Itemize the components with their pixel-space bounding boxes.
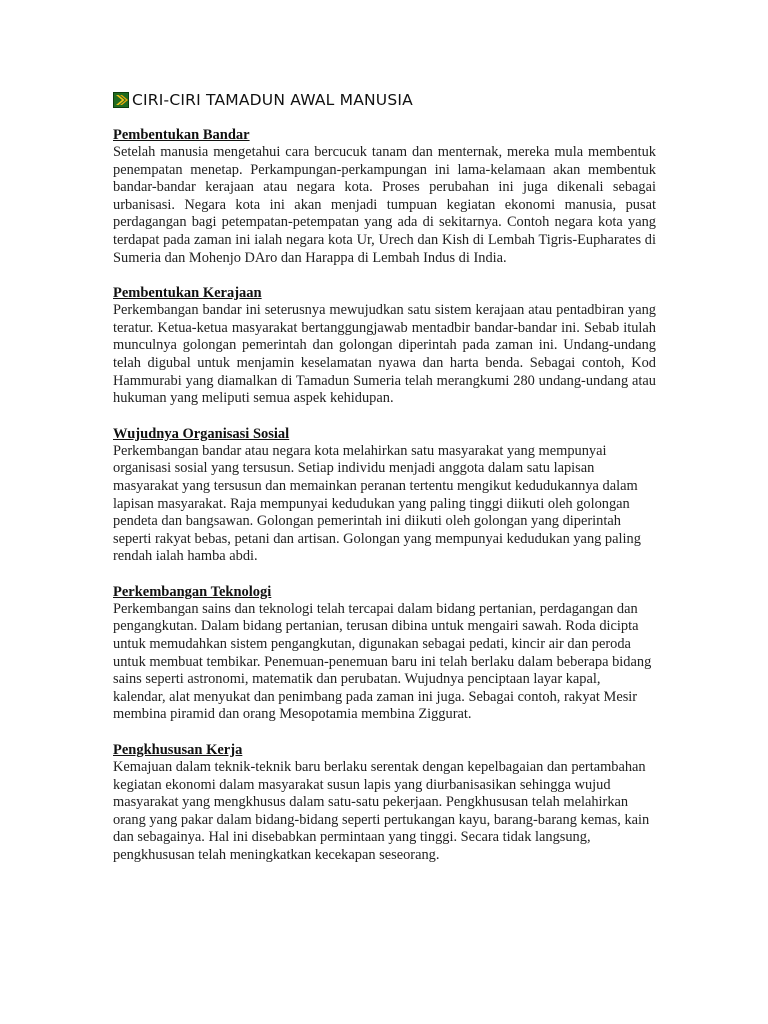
document-page — [113, 90, 656, 882]
section-paragraph: Perkembangan sains dan teknologi telah tercapai dalam bidang pertanian, perdagangan dan pengangkutan. Dalam bidang pertanian, terusan dibina untuk mengairi sawah. Roda dicipta untuk memudahkan sistem pengangkutan, digunakan sebagai pedati, kincir air dan peroda untuk membuat tembikar. Penemuan-penemuan baru ini telah berlaku dalam beberapa bidang sains seperti astronomi, matematik dan perubatan. Wujudnya penciptaan layar kapal, kalendar, alat menyukat dan penimbang pada zaman ini juga. Sebagai contoh, rakyat Mesir membina piramid dan orang Mesopotamia membina Ziggurat. — [113, 600, 652, 723]
section-pembentukan-kerajaan — [113, 284, 656, 408]
title-row — [113, 90, 656, 110]
section-paragraph: Perkembangan bandar atau negara kota melahirkan satu masyarakat yang mempunyai organisasi sosial yang tersusun. Setiap individu menjadi anggota dalam satu lapisan masyarakat yang tersusun dan memainkan peranan tertentu mengikut kedudukannya dalam lapisan masyarakat. Raja mempunyai kedudukan yang paling tinggi diikuti oleh golongan pendeta dan bangsawan. Golongan pemerintah ini diikuti oleh golongan yang diperintah seperti rakyat bebas, petani dan artisan. Golongan yang mempunyai kedudukan yang paling rendah ialah hamba abdi. — [113, 442, 641, 565]
section-paragraph: Kemajuan dalam teknik-teknik baru berlaku serentak dengan kepelbagaian dan pertambahan kegiatan ekonomi dalam masyarakat susun lapis yang diurbanisasikan sehingga wujud masyarakat yang mengkhusus dalam satu-satu pekerjaan. Pengkhususan telah melahirkan orang yang pakar dalam bidang-bidang seperti pertukangan kayu, barang-barang kemas, kain dan sebagainya. Hal ini disebabkan permintaan yang tinggi. Secara tidak langsung, pengkhususan telah meningkatkan kecekapan seseorang. — [113, 759, 650, 863]
section-paragraph: Setelah manusia mengetahui cara bercucuk tanam dan menternak, mereka mula membentuk penempatan menetap. Perkampungan-perkampungan ini lama-kelamaan akan membentuk bandar-bandar kerajaan atau negara kota. Proses perubahan ini juga dikenali sebagai urbanisasi. Negara kota ini akan menjadi tumpuan kegiatan ekonomi manusia, pusat perdagangan bagi petempatan-petempatan yang ada di sekitarnya. Contoh negara kota yang terdapat pada zaman ini ialah negara kota Ur, Urech dan Kish di Lembah Tigris-Eupharates di Sumeria dan Mohenjo DAro dan Harappa di Lembah Indus di India. — [113, 144, 656, 266]
section-pengkhususan-kerja — [113, 741, 656, 865]
arrow-bullet-icon — [113, 92, 129, 108]
section-pembentukan-bandar — [113, 126, 656, 267]
document-title: CIRI-CIRI TAMADUN AWAL MANUSIA — [132, 91, 413, 109]
section-heading: Pembentukan Kerajaan — [113, 285, 262, 302]
section-heading: Pembentukan Bandar — [113, 127, 250, 143]
section-perkembangan-teknologi — [113, 583, 656, 724]
section-heading: Wujudnya Organisasi Sosial — [113, 425, 290, 442]
section-heading: Pengkhususan Kerja — [113, 742, 243, 759]
section-heading: Perkembangan Teknologi — [113, 583, 272, 600]
section-organisasi-sosial — [113, 425, 656, 566]
section-paragraph: Perkembangan bandar ini seterusnya mewujudkan satu sistem kerajaan atau pentadbiran yang teratur. Ketua-ketua masyarakat bertanggungjawab mentadbir bandar-bandar ini. Sebab itulah munculnya golongan pemerintah dan golongan diperintah pada zaman ini. Undang-undang telah digubal untuk menjamin keselamatan nyawa dan harta benda. Sebagai contoh, Kod Hammurabi yang diamalkan di Tamadun Sumeria telah merangkumi 280 undang-undang atau hukuman yang meliputi semua aspek kehidupan. — [113, 302, 656, 407]
